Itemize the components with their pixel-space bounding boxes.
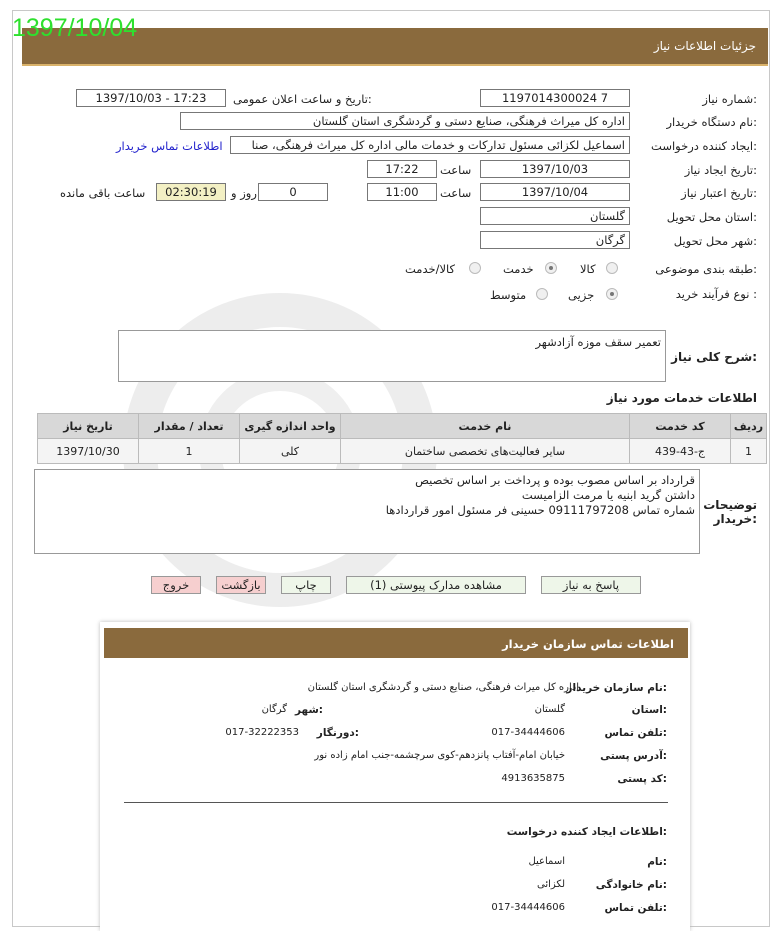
process-radio-medium[interactable] <box>536 288 548 300</box>
creator-family-value: لکزائی <box>537 879 565 890</box>
process-radio-minor[interactable] <box>606 288 618 300</box>
creator-name-value: اسماعیل <box>528 856 565 867</box>
category-label: طبقه بندی موضوعی: <box>655 262 757 276</box>
exit-button[interactable]: خروج <box>151 576 201 594</box>
contact-province-label: استان: <box>631 704 667 716</box>
creator-family-label: نام خانوادگی: <box>595 879 667 891</box>
summary-label: شرح کلی نیاز: <box>671 350 757 364</box>
contact-org-value: اداره کل میراث فرهنگی، صنایع دستی و گردشگری استان گلستان <box>307 682 579 693</box>
creator-label: ایجاد کننده درخواست: <box>651 139 757 153</box>
col-need-date: تاریخ نیاز <box>38 414 139 439</box>
need-number-field: 1197014300024 7 <box>480 89 630 107</box>
validity-label: تاریخ اعتبار نیاز: <box>681 186 757 200</box>
buyer-org-label: نام دستگاه خریدار: <box>666 115 757 129</box>
announce-label: تاریخ و ساعت اعلان عمومی: <box>233 92 372 106</box>
days-label: روز و <box>231 186 257 200</box>
summary-textarea <box>118 330 666 382</box>
contact-phone-value: 017-34444606 <box>491 727 565 738</box>
cell-service-name: سایر فعالیت‌های تخصصی ساختمان <box>341 439 630 464</box>
buyer-note-line: شماره تماس 09111797208 حسینی فر مسئول امور قراردادها <box>385 503 695 517</box>
validity-time-field: 11:00 <box>367 183 437 201</box>
buyer-contact-link[interactable]: اطلاعات تماس خریدار <box>116 139 223 153</box>
announce-field: 1397/10/03 - 17:23 <box>76 89 226 107</box>
creator-name-label: نام: <box>647 856 667 868</box>
col-service-name: نام خدمت <box>341 414 630 439</box>
contact-card-title: اطلاعات تماس سازمان خریدار <box>502 637 674 651</box>
contact-address-label: آدرس پستی: <box>600 750 667 762</box>
contact-fax-value: 017-32222353 <box>225 727 299 738</box>
contact-divider <box>124 802 668 803</box>
category-option-goods: کالا <box>580 262 596 276</box>
contact-postal-value: 4913635875 <box>501 773 565 784</box>
days-field: 0 <box>258 183 328 201</box>
province-label: استان محل تحویل: <box>666 210 757 224</box>
contact-org-label: نام سازمان خریدار: <box>566 682 667 694</box>
buyer-note-line: داشتن گرید ابنیه یا مرمت الزامیست <box>521 488 695 502</box>
category-option-service: خدمت <box>503 262 534 276</box>
validity-date-field: 1397/10/04 <box>480 183 630 201</box>
process-option-medium: متوسط <box>490 288 527 302</box>
buyer-org-field: اداره کل میراث فرهنگی، صنایع دستی و گردشگری استان گلستان <box>180 112 630 130</box>
creator-phone-label: تلفن تماس: <box>604 902 667 914</box>
attachments-button[interactable]: مشاهده مدارک پیوستی (1) <box>346 576 526 594</box>
col-service-code: کد خدمت <box>630 414 731 439</box>
creator-section-title: اطلاعات ایجاد کننده درخواست: <box>506 826 667 838</box>
category-radio-goods[interactable] <box>606 262 618 274</box>
city-field: گرگان <box>480 231 630 249</box>
created-time-label: ساعت <box>440 163 472 177</box>
creator-phone-value: 017-34444606 <box>491 902 565 913</box>
province-field: گلستان <box>480 207 630 225</box>
category-radio-both[interactable] <box>469 262 481 274</box>
cell-unit: کلی <box>240 439 341 464</box>
contact-province-value: گلستان <box>534 704 565 715</box>
col-row-number: ردیف <box>731 414 767 439</box>
contact-city-label: شهر: <box>295 704 323 716</box>
cell-quantity: 1 <box>139 439 240 464</box>
buyer-notes-text <box>386 473 695 518</box>
creator-field: اسماعیل لکزائی مسئول تدارکات و خدمات مالی اداره کل میراث فرهنگی، صنا <box>230 136 630 154</box>
remaining-time-field: 02:30:19 <box>156 183 226 201</box>
buyer-notes-textarea <box>34 469 700 554</box>
table-row <box>38 439 767 464</box>
contact-phone-label: تلفن تماس: <box>604 727 667 739</box>
process-label: نوع فرآیند خرید : <box>675 287 757 301</box>
cell-service-code: ج-43-439 <box>630 439 731 464</box>
back-button[interactable]: بازگشت <box>216 576 266 594</box>
services-section-title: اطلاعات خدمات مورد نیاز <box>606 391 757 405</box>
contact-postal-label: کد پستی: <box>617 773 667 785</box>
services-table <box>37 413 767 464</box>
city-label: شهر محل تحویل: <box>673 234 757 248</box>
process-option-minor: جزیی <box>568 288 595 302</box>
buyer-note-line: قرارداد بر اساس مصوب بوده و پرداخت بر اساس تخصیص <box>415 473 695 487</box>
buyer-notes-label: توضیحات خریدار: <box>703 498 757 526</box>
contact-fax-label: دورنگار: <box>316 727 359 739</box>
created-date-label: تاریخ ایجاد نیاز: <box>684 163 757 177</box>
need-number-label: شماره نیاز: <box>702 92 757 106</box>
category-option-both: کالا/خدمت <box>405 262 456 276</box>
category-radio-service[interactable] <box>545 262 557 274</box>
contact-address-value: خیابان امام-آفتاب پانزدهم-کوی سرچشمه-جنب امام زاده نور <box>314 750 565 761</box>
cell-row-number: 1 <box>731 439 767 464</box>
contact-card-header <box>104 628 688 658</box>
col-quantity: تعداد / مقدار <box>139 414 240 439</box>
date-watermark: 1397/10/04 <box>12 14 138 42</box>
summary-text: تعمیر سقف موزه آزادشهر <box>535 335 661 349</box>
reply-button[interactable]: پاسخ به نیاز <box>541 576 641 594</box>
page-title: جزئیات اطلاعات نیاز <box>653 39 756 53</box>
created-time-field: 17:22 <box>367 160 437 178</box>
print-button[interactable]: چاپ <box>281 576 331 594</box>
col-unit: واحد اندازه گیری <box>240 414 341 439</box>
contact-city-value: گرگان <box>261 704 287 715</box>
remaining-label: ساعت باقی مانده <box>60 186 146 200</box>
services-header-row <box>38 414 767 439</box>
created-date-field: 1397/10/03 <box>480 160 630 178</box>
validity-time-label: ساعت <box>440 186 472 200</box>
cell-need-date: 1397/10/30 <box>38 439 139 464</box>
